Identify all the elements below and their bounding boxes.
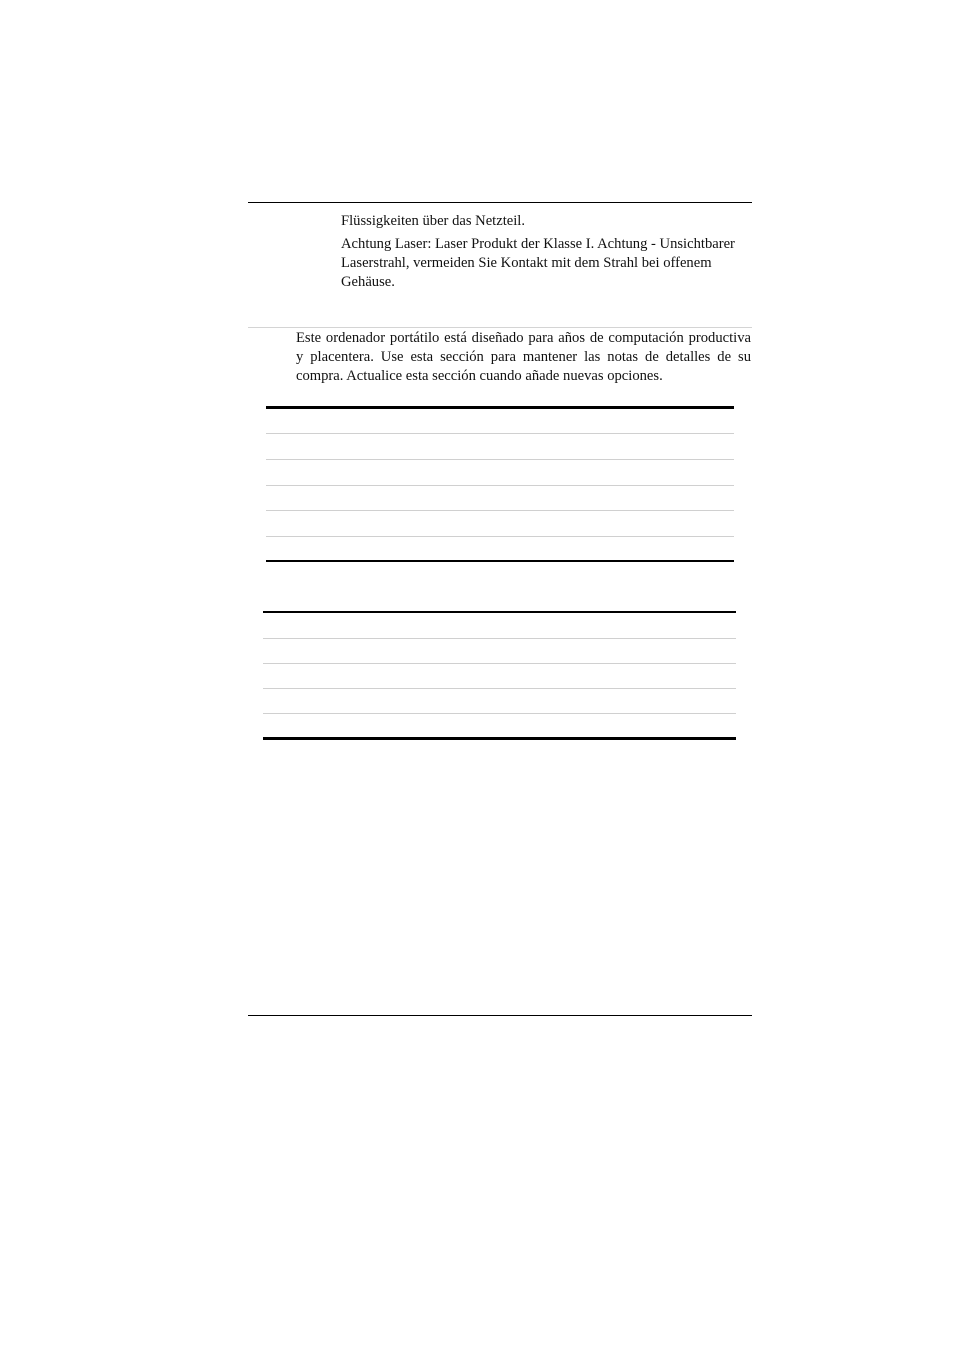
table-2-row-line — [263, 663, 736, 664]
table-2-row-line — [263, 713, 736, 714]
footer-rule — [248, 1015, 752, 1016]
table-2-top-border — [263, 611, 736, 613]
header-rule — [248, 202, 752, 203]
table-2-row-line — [263, 638, 736, 639]
table-1-top-border — [266, 406, 734, 409]
table-1-row-line — [266, 510, 734, 511]
table-1-row-line — [266, 536, 734, 537]
table-1-bottom-border — [266, 560, 734, 562]
section-rule — [248, 327, 752, 328]
records-intro-paragraph: Este ordenador portátilo está diseñado para años de computación productiva y placentera. Use esta sección para mantener las notas de detalles de su compra. Actualice esta sección cuando añade nuevas opciones. — [296, 330, 751, 384]
table-2-bottom-border — [263, 737, 736, 740]
safety-note-liquids: Flüssigkeiten über das Netzteil. — [341, 213, 526, 229]
table-1-row-line — [266, 485, 734, 486]
table-1-row-line — [266, 459, 734, 460]
safety-note-laser: Achtung Laser: Laser Produkt der Klasse I. Achtung - Unsichtbarer Laserstrahl, vermeiden Sie Kontakt mit dem Strahl bei offenem Gehäuse. — [341, 236, 735, 290]
table-1-row-line — [266, 433, 734, 434]
table-2-row-line — [263, 688, 736, 689]
